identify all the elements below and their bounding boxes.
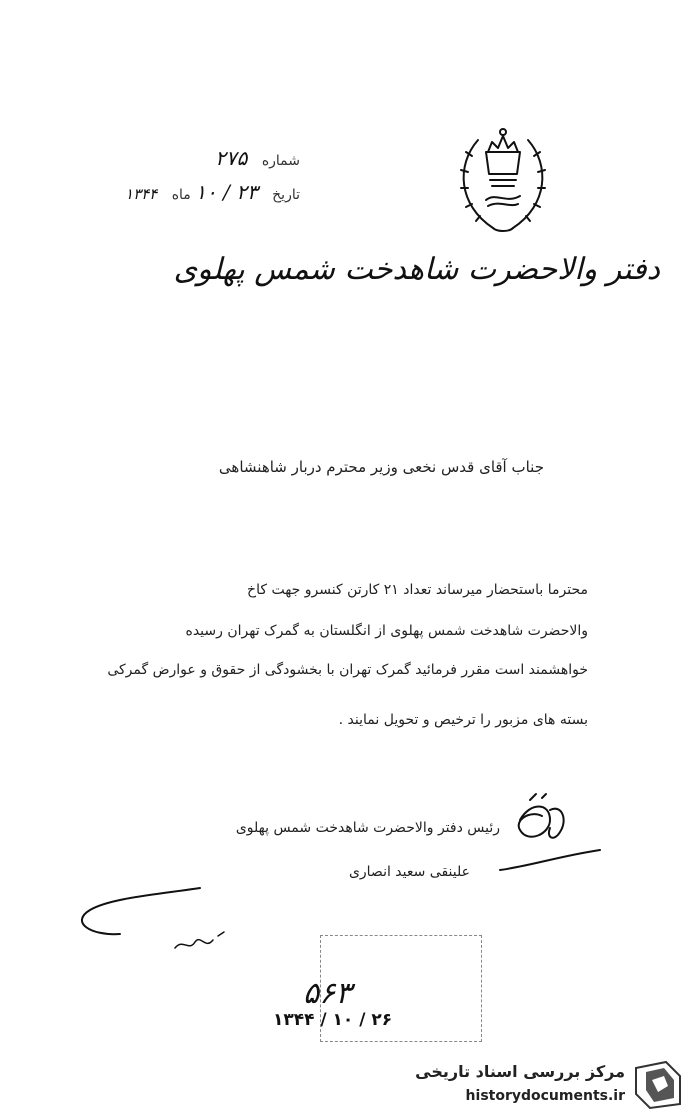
office-name: دفتر والاحضرت شاهدخت شمس پهلوی	[173, 252, 660, 287]
date-field	[125, 180, 300, 204]
crown-crest-icon	[448, 120, 558, 240]
number-value: ۲۷۵	[215, 146, 248, 170]
body-line: والاحضرت شاهدخت شمس پهلوی از انگلستان به گمرک تهران رسیده	[185, 623, 588, 639]
number-label: شماره	[261, 153, 300, 169]
registration-number: ۵۶۳	[303, 976, 352, 1011]
handwritten-signature-icon	[480, 790, 610, 890]
archive-url: historydocuments.ir	[465, 1088, 625, 1104]
date-value: ۲۳ / ۱۰	[195, 180, 258, 204]
archive-title: مرکز بررسی اسناد تاریخی	[415, 1062, 625, 1081]
date-label: تاریخ	[272, 187, 300, 203]
body-line: خواهشمند است مقرر فرمائید گمرک تهران با بخشودگی از حقوق و عوارض گمرکی	[107, 662, 588, 678]
handwritten-initials-icon	[170, 928, 230, 958]
signatory-name: علینقی سعید انصاری	[348, 864, 470, 880]
registration-date: ۱۳۴۴ / ۱۰ / ۲۶	[273, 1010, 393, 1030]
number-field	[215, 146, 300, 170]
archive-logo-icon	[630, 1058, 686, 1112]
addressee-line: جناب آقای قدس نخعی وزیر محترم دربار شاهنشاهی	[218, 458, 544, 476]
body-line: محترما باستحضار میرساند تعداد ۲۱ کارتن کنسرو جهت کاخ	[247, 582, 588, 598]
stamp-border	[320, 935, 482, 1042]
body-line: بسته های مزبور را ترخیص و تحویل نمایند .	[338, 712, 588, 728]
signatory-title: رئیس دفتر والاحضرت شاهدخت شمس پهلوی	[235, 820, 500, 836]
date-year: ۱۳۴۴	[125, 185, 158, 203]
date-month-label: ماه	[171, 187, 191, 203]
